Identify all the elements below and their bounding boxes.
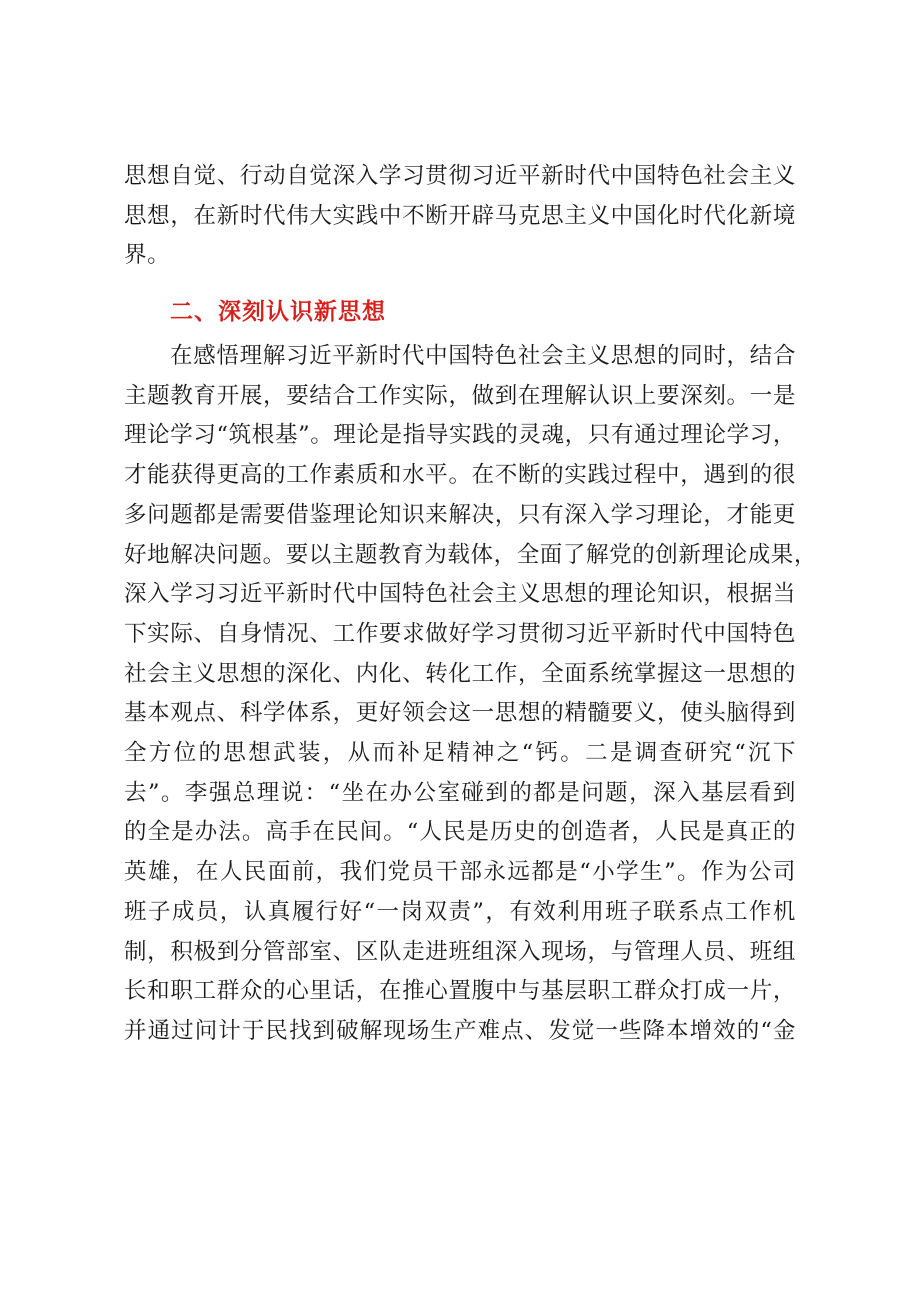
paragraph-line: 思想自觉、行动自觉深入学习贯彻习近平新时代中国特色社会主义 [124, 163, 796, 189]
section-heading: 二、深刻认识新思想 [170, 299, 386, 325]
paragraph-line: 社会主义思想的深化、内化、转化工作，全面系统掌握这一思想的 [124, 660, 796, 687]
paragraph-line: 才能获得更高的工作素质和水平。在不断的实践过程中，遇到的很 [124, 462, 796, 489]
paragraph-line: 思想，在新时代伟大实践中不断开辟马克思主义中国化时代化新境 [124, 202, 796, 229]
paragraph-line: 长和职工群众的心里话，在推心置腹中与基层职工群众打成一片， [124, 978, 796, 1005]
paragraph-line: 基本观点、科学体系，更好领会这一思想的精髓要义，使头脑得到 [124, 700, 796, 727]
paragraph-line: 下实际、自身情况、工作要求做好学习贯彻习近平新时代中国特色 [124, 620, 796, 647]
paragraph-line: 班子成员，认真履行好“一岗双责”，有效利用班子联系点工作机 [124, 898, 796, 925]
paragraph-line: 深入学习习近平新时代中国特色社会主义思想的理论知识，根据当 [124, 581, 796, 608]
paragraph-line: 界。 [124, 242, 171, 269]
paragraph-line: 并通过问计于民找到破解现场生产难点、发觉一些降本增效的“金 [124, 1017, 796, 1044]
paragraph-line: 多问题都是需要借鉴理论知识来解决，只有深入学习理论，才能更 [124, 501, 796, 528]
paragraph-1 [124, 157, 796, 276]
paragraph-line: 制，积极到分管部室、区队走进班组深入现场，与管理人员、班组 [124, 938, 796, 965]
paragraph-2 [124, 337, 818, 1052]
paragraph-line: 主题教育开展，要结合工作实际，做到在理解认识上要深刻。一是 [124, 382, 796, 409]
paragraph-line: 的全是办法。高手在民间。“人民是历史的创造者，人民是真正的 [124, 819, 796, 846]
paragraph-line: 好地解决问题。要以主题教育为载体，全面了解党的创新理论成果， [124, 541, 818, 568]
paragraph-line: 去”。李强总理说：“坐在办公室碰到的都是问题，深入基层看到 [124, 779, 796, 806]
paragraph-line: 英雄，在人民面前，我们党员干部永远都是“小学生”。作为公司 [124, 859, 796, 886]
paragraph-line: 全方位的思想武装，从而补足精神之“钙。二是调查研究“沉下 [124, 740, 796, 767]
paragraph-line: 理论学习“筑根基”。理论是指导实践的灵魂，只有通过理论学习， [124, 422, 796, 449]
paragraph-line: 在感悟理解习近平新时代中国特色社会主义思想的同时，结合 [170, 343, 796, 369]
